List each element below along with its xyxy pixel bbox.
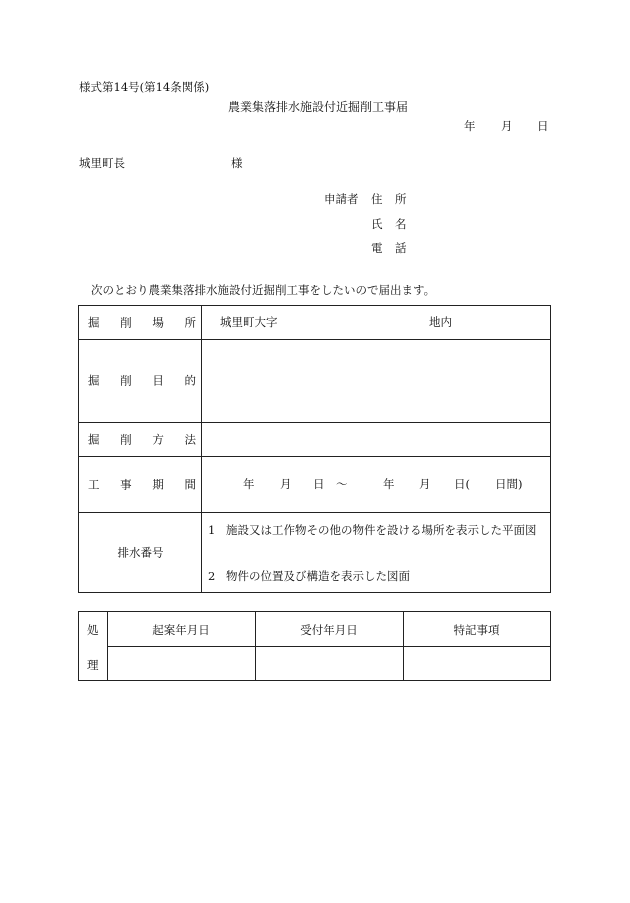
label-char: 目 — [152, 373, 164, 388]
period-end-day: 日( — [454, 477, 470, 491]
label-char: 削 — [120, 373, 132, 388]
name-label-2: 名 — [395, 217, 407, 231]
row-drain — [79, 513, 550, 592]
name-label-1: 氏 — [371, 217, 383, 231]
label-char: 工 — [88, 476, 100, 491]
period-end-month: 月 — [419, 477, 431, 491]
label-purpose — [88, 375, 196, 387]
label-char: 掘 — [88, 314, 100, 329]
label-drain-number: 排水番号 — [117, 544, 164, 559]
period-days: 日間) — [495, 477, 523, 491]
phone-label-1: 電 — [371, 241, 383, 255]
processing-label-top: 処 — [87, 623, 99, 637]
label-cell — [79, 423, 202, 456]
label-cell — [79, 340, 202, 422]
label-char: 削 — [120, 431, 132, 446]
header-received-date: 受付年月日 — [300, 623, 358, 637]
date-year: 年 — [464, 119, 476, 133]
label-char: 削 — [120, 314, 132, 329]
document-title: 農業集落排水施設付近掘削工事届 — [228, 100, 409, 114]
date-month: 月 — [501, 119, 513, 133]
label-period — [88, 476, 196, 491]
applicant-label: 申請者 — [324, 192, 359, 206]
label-char: 場 — [152, 314, 164, 329]
label-char: 期 — [152, 476, 164, 491]
row-location — [79, 306, 550, 340]
date-day: 日 — [537, 119, 549, 133]
location-prefix: 城里町大字 — [220, 315, 278, 329]
header-draft-date: 起案年月日 — [152, 623, 210, 637]
cell-special-notes[interactable] — [404, 647, 550, 680]
cell-received-date[interactable] — [256, 647, 403, 680]
period-tilde: ～ — [336, 477, 348, 491]
drain-item2-number: 2 — [208, 569, 216, 583]
row-purpose — [79, 340, 550, 423]
location-suffix: 地内 — [429, 315, 452, 329]
address-label-1: 住 — [371, 192, 383, 206]
application-table — [78, 305, 551, 593]
label-char: 所 — [184, 314, 196, 329]
label-cell — [79, 513, 202, 592]
label-char: 掘 — [88, 373, 100, 388]
drain-item1-number: 1 — [208, 523, 216, 537]
cell-draft-date[interactable] — [108, 647, 255, 680]
header-special-notes: 特記事項 — [453, 623, 500, 637]
label-char: 方 — [152, 431, 164, 446]
drain-item2-text: 物件の位置及び構造を表示した図面 — [226, 569, 410, 583]
addressee-name: 城里町長 — [79, 156, 125, 170]
label-char: 法 — [184, 431, 196, 446]
row-method — [79, 423, 550, 457]
label-char: 掘 — [88, 431, 100, 446]
period-start-year: 年 — [243, 477, 255, 491]
label-location — [88, 314, 196, 329]
form-number: 様式第14号(第14条関係) — [79, 80, 210, 94]
drain-item1-text: 施設又は工作物その他の物件を設ける場所を表示した平面図 — [226, 523, 537, 537]
label-cell — [79, 306, 202, 339]
period-start-month: 月 — [280, 477, 292, 491]
period-start-day: 日 — [313, 477, 325, 491]
label-method — [88, 431, 196, 446]
phone-label-2: 話 — [395, 241, 407, 255]
processing-table — [78, 611, 551, 681]
address-label-2: 所 — [395, 192, 407, 206]
label-char: 的 — [184, 373, 196, 388]
label-char: 間 — [184, 476, 196, 491]
period-end-year: 年 — [383, 477, 395, 491]
row-period — [79, 457, 550, 513]
processing-label-bottom: 理 — [87, 658, 99, 672]
intro-text: 次のとおり農業集落排水施設付近掘削工事をしたいので届出ます。 — [91, 283, 436, 297]
label-char: 事 — [120, 476, 132, 491]
addressee-honorific: 様 — [231, 156, 243, 170]
label-cell — [79, 457, 202, 512]
